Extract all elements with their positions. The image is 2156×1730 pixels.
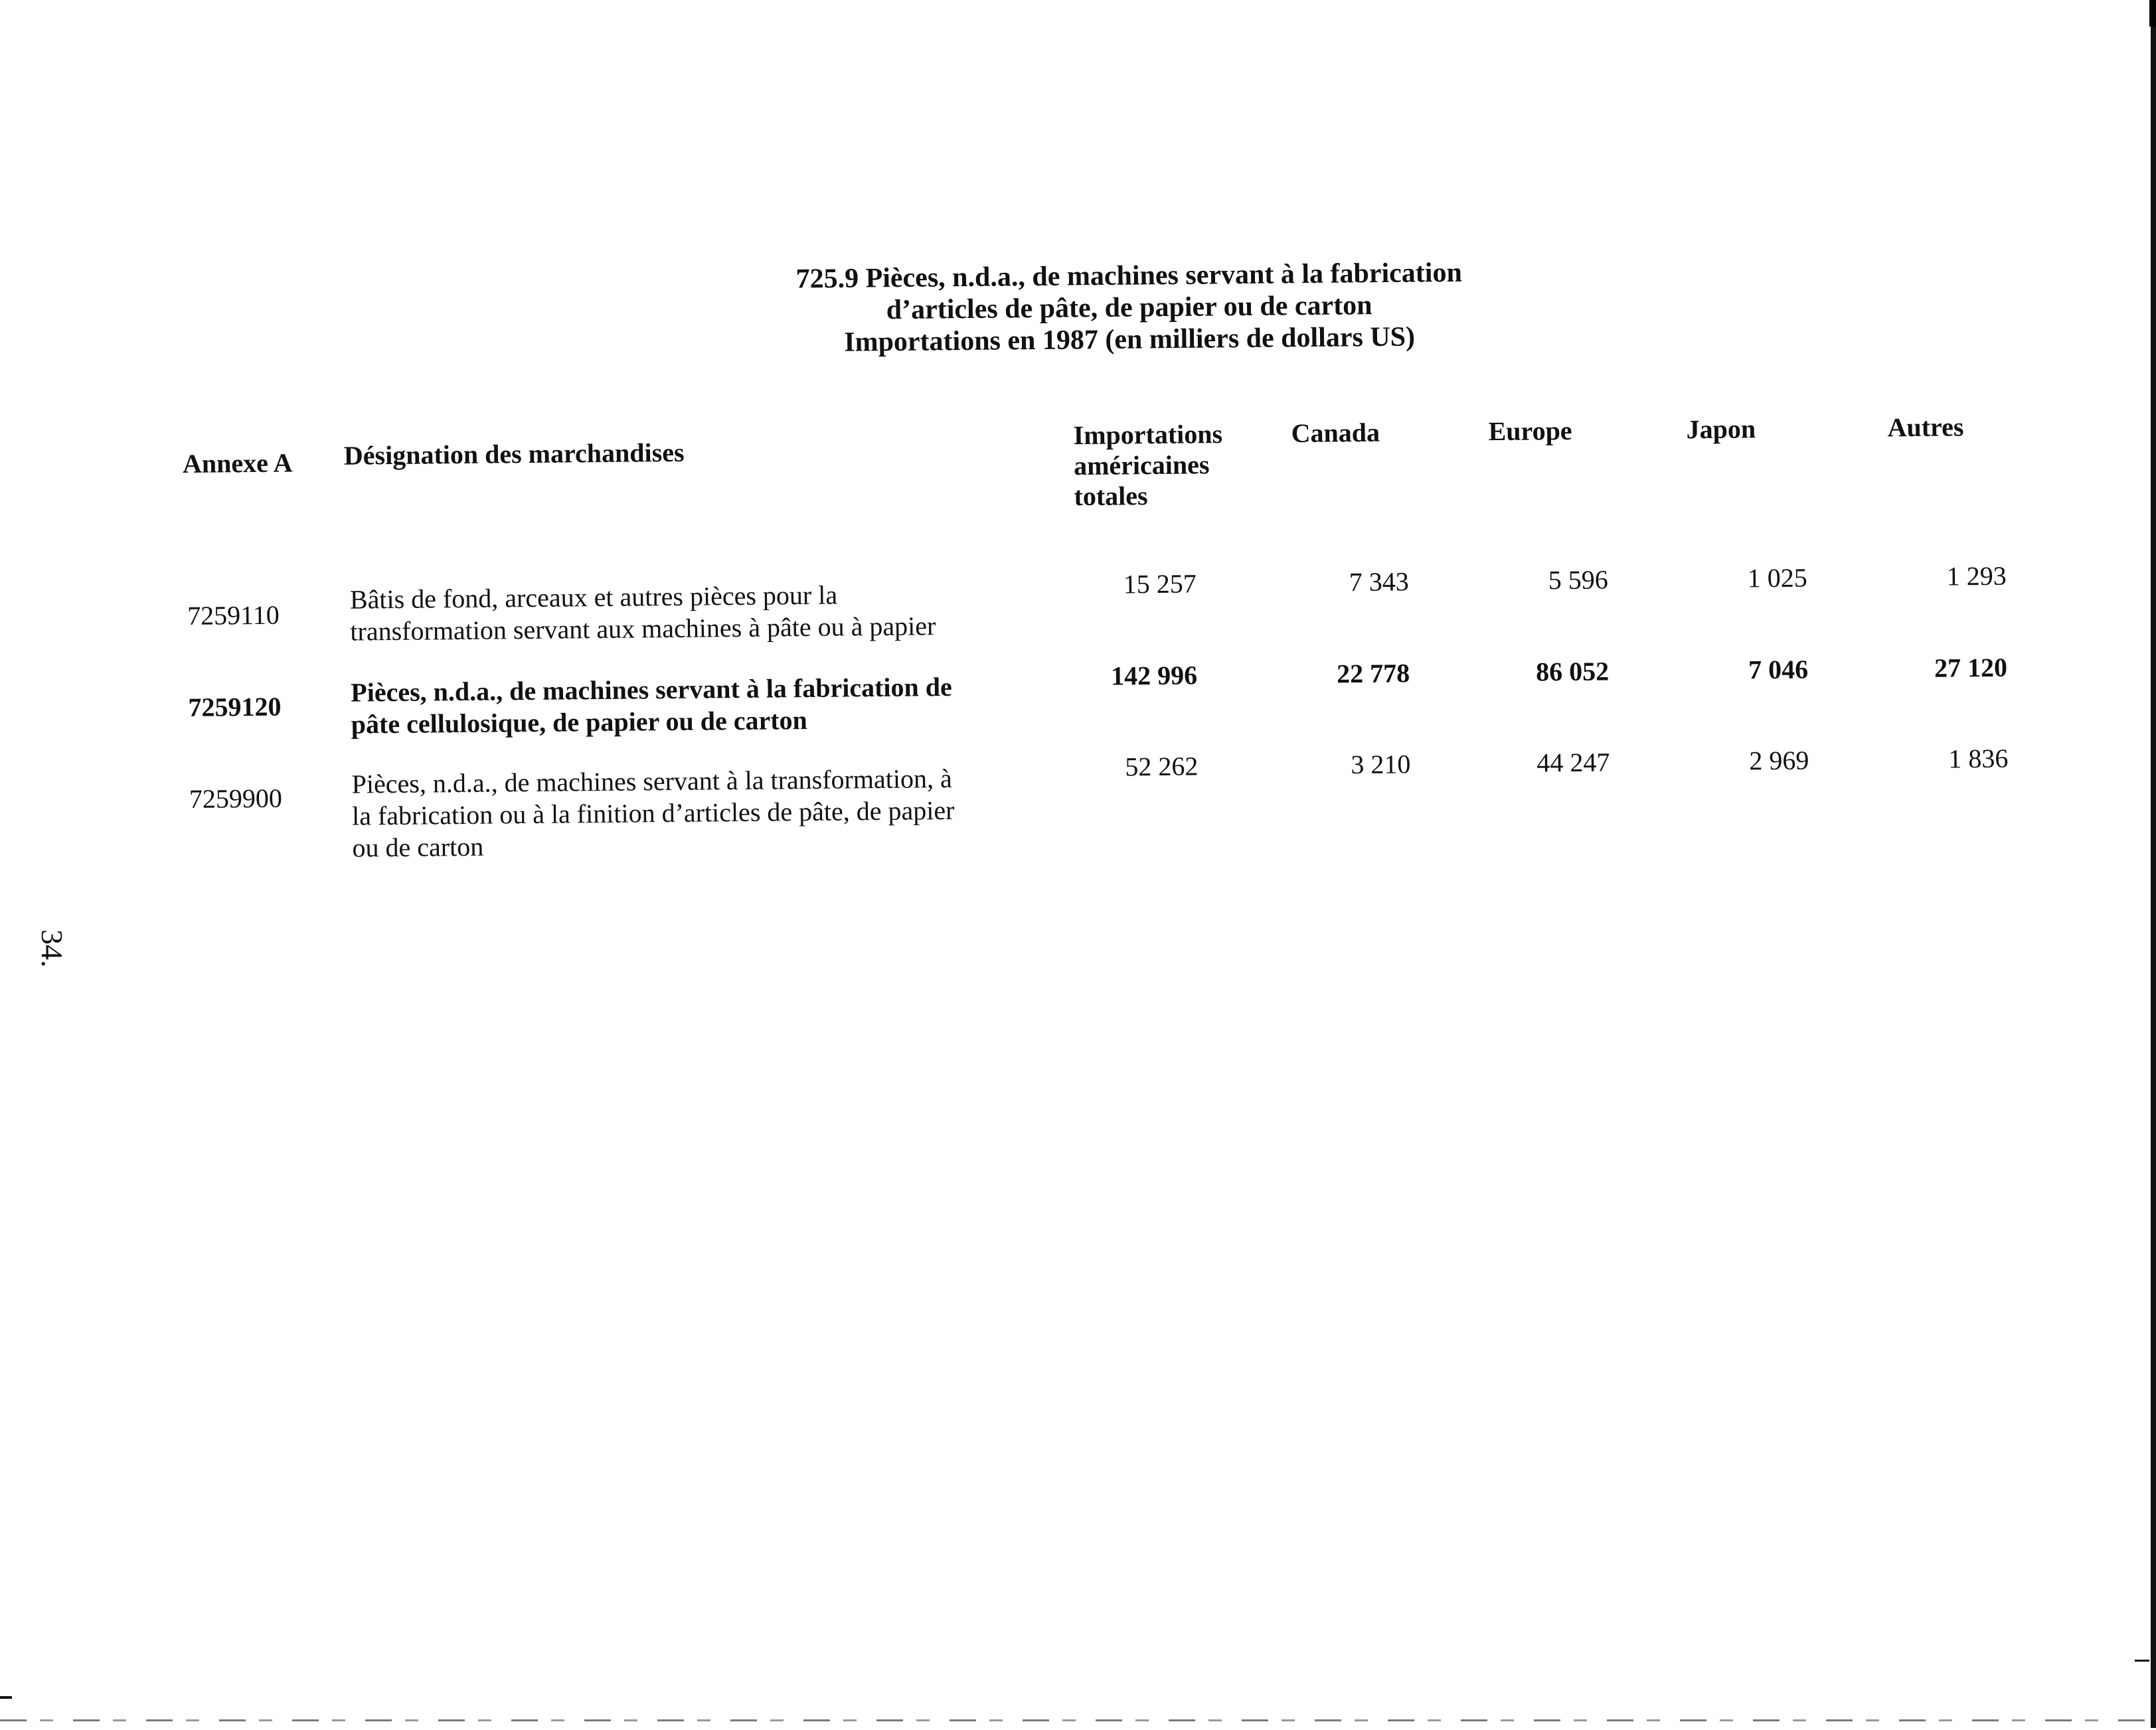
row-code: 7259110	[187, 599, 280, 631]
row-japon: 7 046	[1748, 654, 1809, 685]
header-europe: Europe	[1488, 415, 1572, 447]
header-importations	[1073, 419, 1223, 512]
row-code: 7259120	[188, 691, 282, 722]
header-importations-line-3: totales	[1074, 481, 1148, 512]
row-description	[350, 578, 1041, 648]
title-line-2: d’articles de pâte, de papier ou de carton	[886, 290, 1372, 326]
header-autres: Autres	[1887, 412, 1964, 443]
row-japon: 2 969	[1749, 745, 1809, 776]
row-europe: 5 596	[1548, 564, 1608, 595]
row-code: 7259900	[189, 783, 283, 814]
row-description	[351, 670, 1042, 741]
row-description-line-1: Pièces, n.d.a., de machines servant à la transformation, à	[351, 763, 952, 799]
row-importations: 52 262	[1125, 751, 1199, 782]
row-autres: 27 120	[1934, 652, 2008, 683]
row-description-line-2: pâte cellulosique, de papier ou de carton	[351, 705, 808, 740]
row-description-line-2: transformation servant aux machines à pâte ou à papier	[350, 611, 936, 647]
row-description-line-3: ou de carton	[352, 831, 484, 863]
header-designation: Désignation des marchandises	[343, 437, 685, 471]
row-description	[351, 762, 1042, 864]
scan-corner-mark-left	[0, 1696, 12, 1699]
header-importations-line-1: Importations	[1073, 419, 1223, 451]
row-europe: 44 247	[1536, 747, 1610, 778]
row-description-line-1: Bâtis de fond, arceaux et autres pièces pour la	[349, 580, 838, 615]
row-importations: 15 257	[1123, 568, 1197, 599]
row-japon: 1 025	[1747, 562, 1807, 593]
title-line-1: 725.9 Pièces, n.d.a., de machines servant à la fabrication	[795, 257, 1463, 295]
row-europe: 86 052	[1535, 656, 1610, 687]
row-canada: 22 778	[1336, 658, 1410, 689]
title-line-3: Importations en 1987 (en milliers de dollars US)	[844, 321, 1416, 358]
row-autres: 1 293	[1946, 560, 2007, 591]
row-description-line-2: la fabrication ou à la finition d’articles de pâte, de papier	[351, 795, 955, 831]
row-autres: 1 836	[1948, 743, 2009, 774]
header-japon: Japon	[1686, 414, 1756, 445]
header-annexe: Annexe A	[182, 447, 293, 479]
page-number: 34.	[35, 929, 69, 968]
header-importations-line-2: américaines	[1073, 449, 1210, 481]
row-canada: 3 210	[1351, 749, 1411, 780]
header-canada: Canada	[1291, 417, 1380, 449]
row-description-line-1: Pièces, n.d.a., de machines servant à la fabrication de	[351, 671, 952, 708]
row-importations: 142 996	[1110, 660, 1198, 691]
row-canada: 7 343	[1349, 566, 1409, 597]
